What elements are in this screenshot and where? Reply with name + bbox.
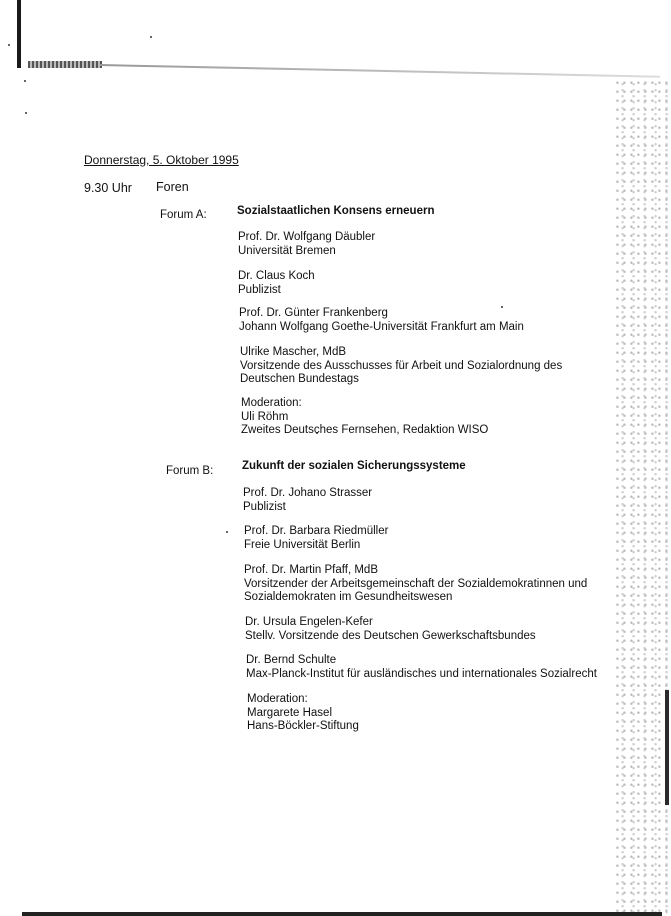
forum-b-title: Zukunft der sozialen Sicherungssysteme: [242, 460, 466, 472]
session-title: Foren: [156, 180, 189, 194]
scan-strip-artifact: [28, 61, 102, 68]
speaker-name: Prof. Dr. Johano Strasser: [243, 487, 373, 499]
speaker-name: Prof. Dr. Barbara Riedmüller: [244, 525, 389, 537]
speaker-name: Prof. Dr. Günter Frankenberg: [239, 307, 388, 319]
moderator-affiliation: Hans-Böckler-Stiftung: [247, 720, 359, 732]
forum-a-speaker: [239, 307, 524, 334]
scan-edge-artifact-bottom: [22, 912, 662, 916]
scan-edge-artifact-right: [665, 690, 669, 805]
scan-speck: [25, 112, 27, 114]
speaker-affiliation: Publizist: [238, 283, 281, 296]
forum-b-speaker: [243, 487, 372, 514]
forum-a-label: Forum A:: [160, 209, 207, 221]
session-time: 9.30 Uhr: [84, 181, 132, 195]
speaker-affiliation: Max-Planck-Institut für ausländisches und internationales Sozialrecht: [246, 667, 597, 680]
scan-speck: [226, 531, 228, 533]
scan-speck: [24, 80, 26, 82]
forum-a-speaker: [238, 231, 375, 258]
speaker-affiliation: Freie Universität Berlin: [244, 538, 361, 551]
moderator-name: Margarete Hasel: [247, 706, 333, 719]
speaker-name: Prof. Dr. Wolfgang Däubler: [238, 231, 376, 243]
scan-noise-artifact: [616, 80, 671, 916]
forum-a-speaker: [238, 270, 315, 297]
page-fold-line: [100, 64, 660, 78]
forum-a-title: Sozialstaatlichen Konsens erneuern: [237, 205, 435, 217]
forum-a-moderation: [241, 397, 488, 438]
forum-b-speaker: [245, 616, 536, 643]
speaker-name: Dr. Bernd Schulte: [246, 654, 337, 666]
speaker-name: Dr. Ursula Engelen-Kefer: [245, 616, 373, 628]
moderator-affiliation: Zweites Deutsches Fernsehen, Redaktion WISO: [241, 424, 489, 436]
scan-speck: [150, 36, 152, 38]
speaker-name: Dr. Claus Koch: [238, 270, 315, 282]
speaker-affiliation: Deutschen Bundestags: [240, 373, 359, 385]
speaker-affiliation: Vorsitzender der Arbeitsgemeinschaft der Sozialdemokratinnen und: [244, 577, 588, 590]
moderation-label: Moderation:: [247, 693, 308, 705]
speaker-name: Prof. Dr. Martin Pfaff, MdB: [244, 564, 378, 576]
speaker-affiliation: Universität Bremen: [238, 244, 336, 257]
moderation-label: Moderation:: [241, 397, 302, 409]
forum-a-speaker: [240, 346, 562, 387]
forum-b-label: Forum B:: [166, 465, 214, 477]
forum-b-moderation: [247, 693, 359, 734]
forum-b-speaker: [244, 525, 388, 552]
speaker-affiliation: Stellv. Vorsitzende des Deutschen Gewerkschaftsbundes: [245, 629, 536, 642]
speaker-name: Ulrike Mascher, MdB: [240, 346, 347, 358]
moderator-name: Uli Röhm: [241, 410, 289, 423]
speaker-affiliation: Vorsitzende des Ausschusses für Arbeit und Sozialordnung des: [240, 359, 563, 372]
speaker-affiliation: Sozialdemokraten im Gesundheitswesen: [244, 591, 453, 603]
forum-b-speaker: [246, 654, 597, 681]
forum-b-speaker: [244, 564, 587, 605]
speaker-affiliation: Johann Wolfgang Goethe-Universität Frankfurt am Main: [239, 320, 524, 333]
date-heading: Donnerstag, 5. Oktober 1995: [84, 153, 239, 167]
scan-speck: [8, 44, 10, 46]
speaker-affiliation: Publizist: [243, 500, 286, 513]
scan-edge-artifact: [17, 0, 21, 68]
